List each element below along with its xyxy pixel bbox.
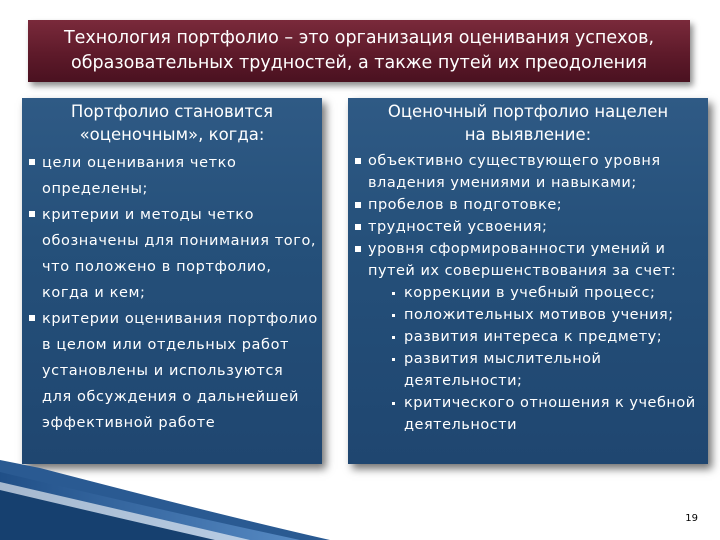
page-number: 19 bbox=[685, 513, 698, 524]
list-item-text: уровня сформированности умений и путей их совершенствования за счет: bbox=[368, 241, 677, 279]
sub-list-item bbox=[392, 348, 704, 392]
left-bullet-list bbox=[22, 150, 322, 436]
sub-list-item-text: развития интереса к предмету; bbox=[404, 329, 663, 345]
sub-list-item-text: критического отношения к учебной деятельности bbox=[404, 395, 696, 433]
sub-list-item bbox=[392, 326, 704, 348]
list-item bbox=[348, 238, 708, 436]
dot-bullet-icon bbox=[392, 292, 395, 295]
square-bullet-icon bbox=[29, 159, 35, 165]
title-line-2: образовательных трудностей, а также путей их преодоления bbox=[71, 53, 647, 73]
right-heading-line-2: на выявление: bbox=[464, 125, 592, 144]
square-bullet-icon bbox=[355, 246, 361, 252]
list-item-text: цели оценивания четко определены; bbox=[42, 155, 237, 197]
decorative-wave-shape bbox=[0, 420, 720, 540]
slide-title bbox=[28, 20, 690, 82]
dot-bullet-icon bbox=[392, 402, 395, 405]
square-bullet-icon bbox=[355, 158, 361, 164]
left-panel bbox=[22, 98, 322, 464]
list-item bbox=[348, 216, 708, 238]
right-bullet-list bbox=[348, 150, 708, 436]
list-item-text: трудностей усвоения; bbox=[368, 219, 548, 235]
list-item-text: пробелов в подготовке; bbox=[368, 197, 563, 213]
list-item bbox=[348, 194, 708, 216]
square-bullet-icon bbox=[355, 224, 361, 230]
left-panel-heading bbox=[22, 100, 322, 146]
right-panel-heading bbox=[348, 100, 708, 146]
list-item bbox=[22, 202, 322, 306]
list-item bbox=[22, 306, 322, 436]
sub-list-item-text: коррекции в учебный процесс; bbox=[404, 285, 656, 301]
right-heading-line-1: Оценочный портфолио нацелен bbox=[387, 102, 669, 121]
right-panel bbox=[348, 98, 708, 464]
sub-list-item bbox=[392, 304, 704, 326]
square-bullet-icon bbox=[355, 202, 361, 208]
list-item-text: объективно существующего уровня владения умениями и навыками; bbox=[368, 153, 661, 191]
square-bullet-icon bbox=[29, 315, 35, 321]
left-heading-line-1: Портфолио становится bbox=[70, 102, 274, 121]
sub-list-item bbox=[392, 282, 704, 304]
sub-list-item-text: положительных мотивов учения; bbox=[404, 307, 674, 323]
title-line-1: Технология портфолио – это организация оценивания успехов, bbox=[63, 28, 655, 48]
list-item bbox=[348, 150, 708, 194]
square-bullet-icon bbox=[29, 211, 35, 217]
list-item bbox=[22, 150, 322, 202]
list-item-text: критерии оценивания портфолио в целом или отдельных работ установлены и используются для обсуждения о дальнейшей эффективной работе bbox=[42, 311, 318, 431]
dot-bullet-icon bbox=[392, 358, 395, 361]
list-item-text: критерии и методы четко обозначены для понимания того, что положено в портфолио, когда и кем; bbox=[42, 207, 317, 301]
left-heading-line-2: «оценочным», когда: bbox=[79, 125, 265, 144]
dot-bullet-icon bbox=[392, 336, 395, 339]
right-sub-list bbox=[368, 282, 704, 436]
sub-list-item-text: развития мыслительной деятельности; bbox=[404, 351, 602, 389]
dot-bullet-icon bbox=[392, 314, 395, 317]
